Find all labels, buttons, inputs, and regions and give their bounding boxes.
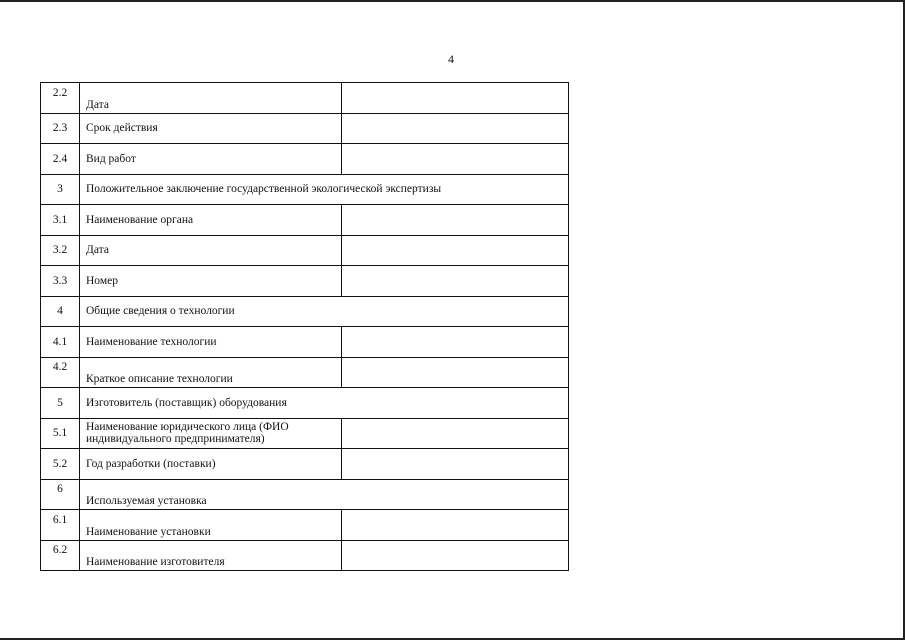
table-row: [41, 174, 569, 205]
value-cell: [342, 83, 569, 114]
table-row: [41, 296, 569, 327]
section-heading: Используемая установка: [80, 479, 569, 510]
row-label: Вид работ: [80, 144, 342, 175]
row-number: 4.1: [41, 327, 80, 358]
section-heading: Положительное заключение государственной экологической экспертизы: [80, 174, 569, 205]
row-label: Дата: [80, 83, 342, 114]
page-number: 4: [448, 52, 454, 66]
table-row: [41, 83, 569, 114]
row-number: 5.1: [41, 418, 80, 449]
table-row: [41, 266, 569, 297]
value-cell: [342, 418, 569, 449]
section-number: 5: [41, 388, 80, 419]
value-cell: [342, 205, 569, 236]
value-cell: [342, 235, 569, 266]
section-number: 3: [41, 174, 80, 205]
row-number: 4.2: [41, 357, 80, 388]
value-cell: [342, 144, 569, 175]
row-label: Наименование технологии: [80, 327, 342, 358]
row-number: 6.2: [41, 540, 80, 571]
table-row: [41, 510, 569, 541]
row-number: 6.1: [41, 510, 80, 541]
value-cell: [342, 357, 569, 388]
scan-border-top: [0, 0, 905, 2]
form-table: [40, 82, 569, 571]
row-number: 2.2: [41, 83, 80, 114]
value-cell: [342, 327, 569, 358]
table-row: [41, 205, 569, 236]
section-heading: Изготовитель (поставщик) оборудования: [80, 388, 569, 419]
row-label: Наименование органа: [80, 205, 342, 236]
table-row: [41, 479, 569, 510]
value-cell: [342, 510, 569, 541]
row-label: Наименование юридического лица (ФИО индивидуального предпринимателя): [80, 418, 342, 449]
row-label: Год разработки (поставки): [80, 449, 342, 480]
section-heading: Общие сведения о технологии: [80, 296, 569, 327]
table-row: [41, 449, 569, 480]
row-label: Наименование изготовителя: [80, 540, 342, 571]
row-label: Краткое описание технологии: [80, 357, 342, 388]
table-row: [41, 418, 569, 449]
row-number: 2.4: [41, 144, 80, 175]
table-row: [41, 327, 569, 358]
value-cell: [342, 113, 569, 144]
table-row: [41, 113, 569, 144]
table-row: [41, 144, 569, 175]
row-label: Дата: [80, 235, 342, 266]
section-number: 4: [41, 296, 80, 327]
row-label: Наименование установки: [80, 510, 342, 541]
table-row: [41, 540, 569, 571]
row-label: Номер: [80, 266, 342, 297]
row-number: 5.2: [41, 449, 80, 480]
table-row: [41, 235, 569, 266]
row-number: 3.3: [41, 266, 80, 297]
row-number: 2.3: [41, 113, 80, 144]
row-number: 3.2: [41, 235, 80, 266]
row-number: 3.1: [41, 205, 80, 236]
value-cell: [342, 266, 569, 297]
section-number: 6: [41, 479, 80, 510]
table-row: [41, 357, 569, 388]
row-label: Срок действия: [80, 113, 342, 144]
value-cell: [342, 449, 569, 480]
value-cell: [342, 540, 569, 571]
table-row: [41, 388, 569, 419]
